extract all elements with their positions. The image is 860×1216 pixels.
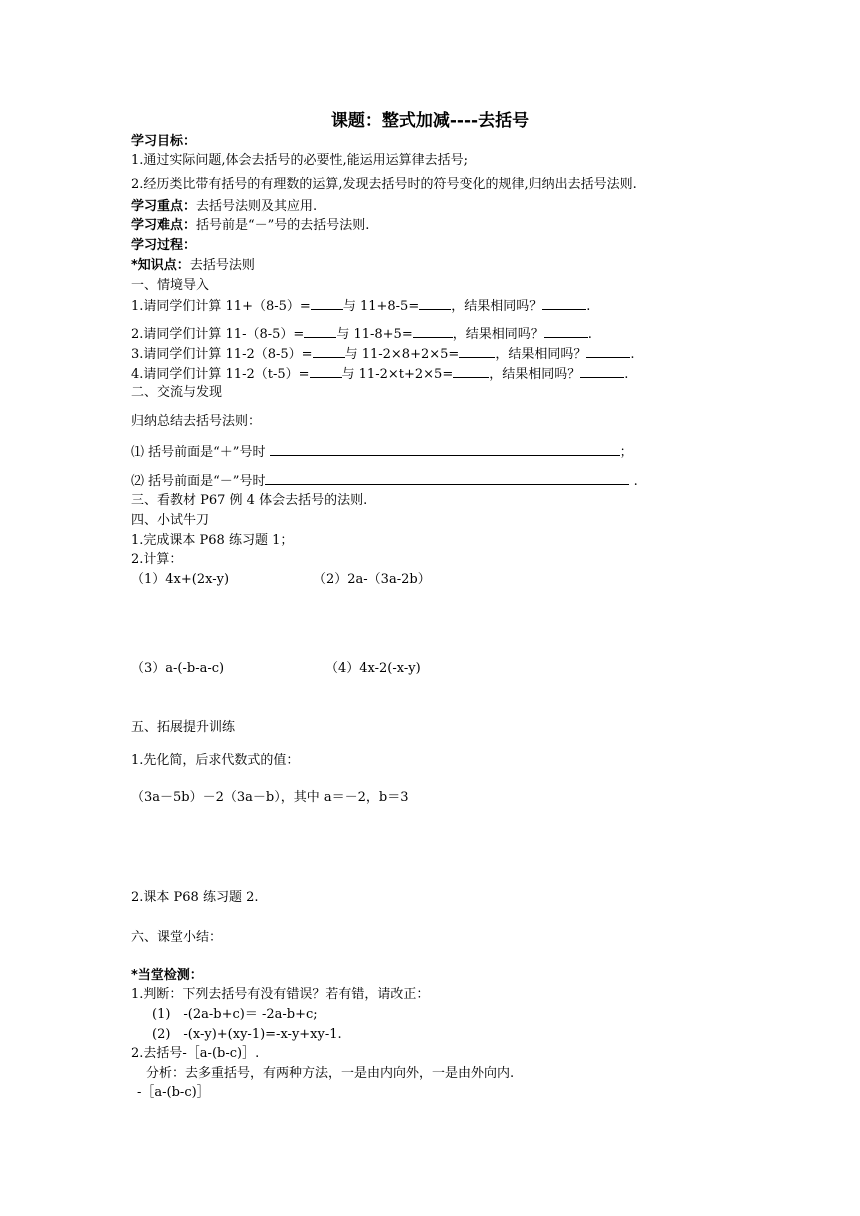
answer-blank[interactable] (304, 325, 336, 338)
answer-blank[interactable] (542, 297, 586, 310)
sub-item: (1) -(2a-b+c)＝ -2a-b+c; (152, 1007, 318, 1022)
answer-blank[interactable] (413, 325, 453, 338)
q-text: 与 11-2×t+2×5= (341, 367, 454, 382)
answer-blank[interactable] (313, 345, 345, 358)
question-2 (131, 325, 592, 344)
list-item: 2.计算： (131, 552, 183, 567)
list-item: 1.判断：下列去括号有没有错误？若有错，请改正： (131, 987, 430, 1002)
section-heading: 二、交流与发现 (131, 385, 223, 400)
section-heading: 五、拓展提升训练 (131, 720, 236, 735)
rule-number: ⑵ (131, 474, 145, 489)
rule-text: 括号前面是“＋”号时 (148, 445, 266, 460)
difficulty-text: 括号前是“－”号的去括号法则. (196, 218, 370, 233)
q-text: ，结果相同吗？ (452, 327, 544, 342)
section-heading: 六、课堂小结： (131, 930, 223, 945)
question-1 (131, 297, 590, 316)
difficulty (131, 217, 369, 235)
list-item: 2.课本 P68 练习题 2. (131, 890, 259, 905)
section-heading: 三、看教材 P67 例 4 体会去括号的法则. (131, 493, 368, 508)
rule-end: . (633, 474, 638, 489)
problem-2: （2）2a-（3a-2b） (313, 572, 431, 587)
q-text: 与 11-2×8+2×5= (344, 347, 460, 362)
objective-item: 1.通过实际问题,体会去括号的必要性,能运用运算律去括号; (131, 153, 469, 168)
rule-text: 括号前面是“－”号时 (148, 474, 266, 489)
process-heading: 学习过程： (131, 238, 197, 253)
answer-blank[interactable] (265, 472, 629, 485)
q-text: . (587, 327, 592, 342)
knowledge-label: *知识点： (131, 258, 190, 273)
objectives-heading: 学习目标： (131, 134, 197, 149)
q-text: . (630, 347, 635, 362)
q-text: . (624, 367, 629, 382)
q-text: 与 11-8+5= (336, 327, 413, 342)
answer-blank[interactable] (459, 345, 495, 358)
rule-number: ⑴ (131, 445, 145, 460)
question-3 (131, 345, 634, 364)
q-text: 2.请同学们计算 11-（8-5）= (131, 327, 305, 342)
answer-blank[interactable] (310, 365, 342, 378)
q-text: ，结果相同吗？ (495, 347, 587, 362)
knowledge-text: 去括号法则 (189, 258, 255, 273)
q-text: ，结果相同吗？ (489, 367, 581, 382)
expression: （3a－5b）－2（3a－b），其中 a＝－2，b＝3 (131, 790, 409, 805)
section-heading: 四、小试牛刀 (131, 513, 210, 528)
answer-blank[interactable] (453, 365, 489, 378)
list-item: 1.完成课本 P68 练习题 1； (131, 533, 294, 548)
key-point-label: 学习重点： (131, 199, 197, 214)
list-item: 1.先化简，后求代数式的值： (131, 753, 300, 768)
answer-blank[interactable] (580, 365, 624, 378)
q-text: 3.请同学们计算 11-2（8-5）= (131, 347, 313, 362)
sub-item: (2) -(x-y)+(xy-1)=-x-y+xy-1. (152, 1027, 342, 1042)
problem-1: （1）4x+(2x-y) (131, 572, 230, 587)
analysis-text: 分析：去多重括号，有两种方法，一是由内向外，一是由外向内. (146, 1066, 515, 1081)
page-title: 课题：整式加减----去括号 (330, 111, 530, 131)
list-item: 2.去括号-［a-(b-c)］. (131, 1046, 260, 1061)
objective-item: 2.经历类比带有括号的有理数的运算,发现去括号时的符号变化的规律,归纳出去括号法则. (131, 177, 637, 192)
q-text: ，结果相同吗？ (451, 299, 543, 314)
rule-end: ； (619, 445, 633, 460)
answer-blank[interactable] (544, 325, 588, 338)
q-text: 4.请同学们计算 11-2（t-5）= (131, 367, 310, 382)
q-text: . (586, 299, 591, 314)
difficulty-label: 学习难点： (131, 218, 197, 233)
expression: -［a-(b-c)］ (137, 1085, 210, 1100)
section-heading: 一、情境导入 (131, 278, 210, 293)
key-point-text: 去括号法则及其应用. (196, 199, 318, 214)
answer-blank[interactable] (419, 297, 451, 310)
q-text: 与 11+8-5= (342, 299, 420, 314)
rule-1 (131, 443, 633, 462)
q-text: 1.请同学们计算 11+（8-5）= (131, 299, 311, 314)
check-heading: *当堂检测： (131, 968, 203, 983)
answer-blank[interactable] (311, 297, 343, 310)
answer-blank[interactable] (586, 345, 630, 358)
problem-3: （3）a-(-b-a-c) (131, 661, 225, 676)
knowledge-point (131, 257, 255, 275)
key-point (131, 198, 317, 216)
question-4 (131, 365, 628, 384)
problem-4: （4）4x-2(-x-y) (325, 661, 421, 676)
rule-2 (131, 472, 638, 491)
answer-blank[interactable] (270, 443, 620, 456)
summary-text: 归纳总结去括号法则： (131, 414, 262, 429)
